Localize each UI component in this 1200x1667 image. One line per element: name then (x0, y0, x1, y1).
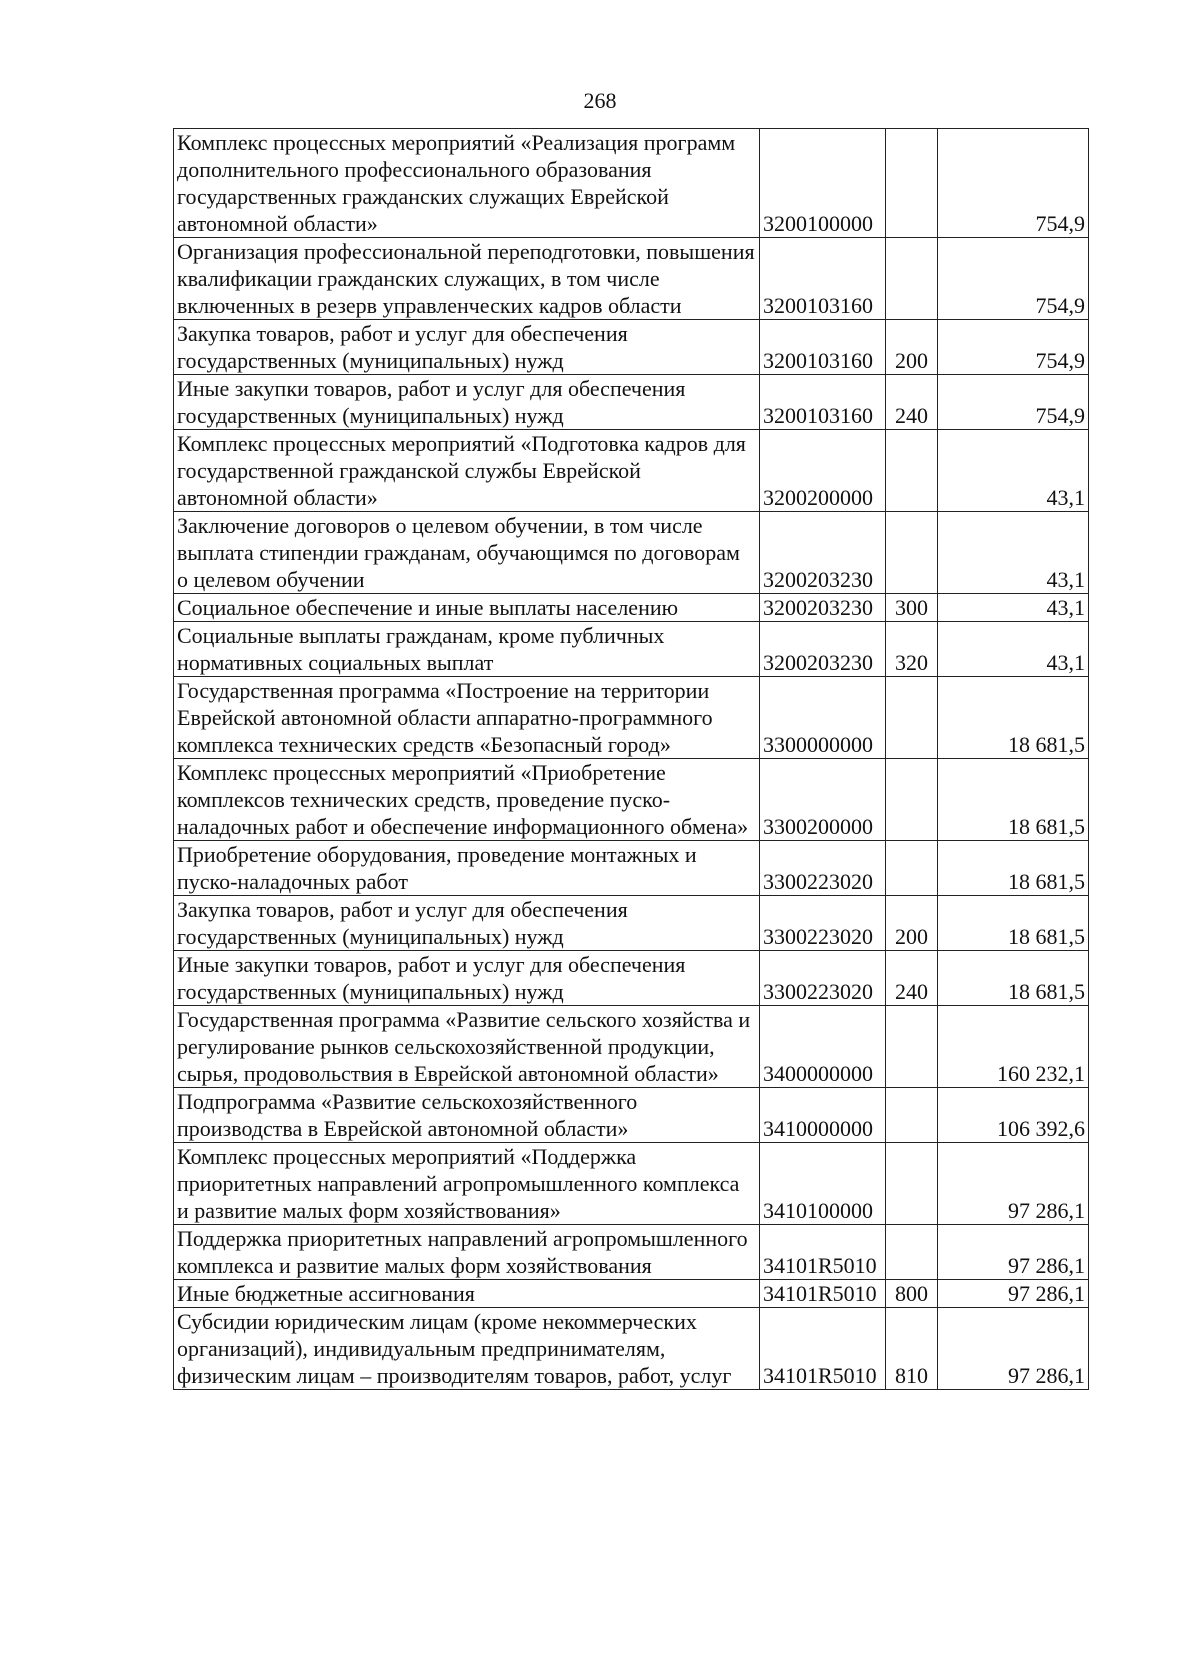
row-expense-type-cell (886, 430, 938, 512)
page-number: 268 (583, 88, 617, 113)
row-name-cell: Приобретение оборудования, проведение монтажных и пуско-наладочных работ (174, 841, 760, 896)
row-expense-type-cell: 200 (886, 896, 938, 951)
row-code-cell: 3300000000 (760, 677, 886, 759)
row-name-cell: Иные закупки товаров, работ и услуг для обеспечения государственных (муниципальных) нужд (174, 375, 760, 430)
row-sum-cell: 18 681,5 (938, 951, 1089, 1006)
row-expense-type-cell: 810 (886, 1308, 938, 1390)
row-code-cell: 34101R5010 (760, 1308, 886, 1390)
row-name-cell: Комплекс процессных мероприятий «Подготовка кадров для государственной гражданской службы Еврейской автономной области» (174, 430, 760, 512)
table-row (174, 1308, 1089, 1390)
row-expense-type-cell (886, 512, 938, 594)
row-sum-cell: 106 392,6 (938, 1088, 1089, 1143)
row-expense-type-cell: 300 (886, 594, 938, 622)
row-sum-cell: 160 232,1 (938, 1006, 1089, 1088)
row-code-cell: 3200103160 (760, 375, 886, 430)
row-name-cell: Заключение договоров о целевом обучении, в том числе выплата стипендии гражданам, обучающимся по договорам о целевом обучении (174, 512, 760, 594)
row-expense-type-cell (886, 129, 938, 238)
row-name-cell: Закупка товаров, работ и услуг для обеспечения государственных (муниципальных) нужд (174, 320, 760, 375)
row-name-cell: Иные закупки товаров, работ и услуг для обеспечения государственных (муниципальных) нужд (174, 951, 760, 1006)
row-code-cell: 34101R5010 (760, 1280, 886, 1308)
row-code-cell: 3410100000 (760, 1143, 886, 1225)
row-code-cell: 3200200000 (760, 430, 886, 512)
table-row (174, 238, 1089, 320)
row-code-cell: 3200203230 (760, 512, 886, 594)
row-expense-type-cell: 240 (886, 951, 938, 1006)
row-name-cell: Государственная программа «Построение на территории Еврейской автономной области аппаратно-программного комплекса технических средств «Безопасный город» (174, 677, 760, 759)
row-sum-cell: 43,1 (938, 622, 1089, 677)
table-row (174, 841, 1089, 896)
row-sum-cell: 97 286,1 (938, 1280, 1089, 1308)
row-sum-cell: 97 286,1 (938, 1225, 1089, 1280)
row-sum-cell: 43,1 (938, 512, 1089, 594)
row-sum-cell: 754,9 (938, 375, 1089, 430)
table-row (174, 1088, 1089, 1143)
row-expense-type-cell (886, 238, 938, 320)
row-name-cell: Государственная программа «Развитие сельского хозяйства и регулирование рынков сельскохозяйственной продукции, сырья, продовольствия в Еврейской автономной области» (174, 1006, 760, 1088)
table-row (174, 129, 1089, 238)
table-row (174, 320, 1089, 375)
row-name-cell: Поддержка приоритетных направлений агропромышленного комплекса и развитие малых форм хозяйствования (174, 1225, 760, 1280)
row-expense-type-cell: 240 (886, 375, 938, 430)
row-sum-cell: 18 681,5 (938, 759, 1089, 841)
table-row (174, 896, 1089, 951)
row-expense-type-cell: 320 (886, 622, 938, 677)
row-expense-type-cell (886, 677, 938, 759)
row-expense-type-cell (886, 1006, 938, 1088)
row-code-cell: 3200103160 (760, 320, 886, 375)
table-row (174, 759, 1089, 841)
row-sum-cell: 97 286,1 (938, 1308, 1089, 1390)
row-sum-cell: 43,1 (938, 430, 1089, 512)
table-row (174, 622, 1089, 677)
row-sum-cell: 43,1 (938, 594, 1089, 622)
row-sum-cell: 754,9 (938, 238, 1089, 320)
row-sum-cell: 18 681,5 (938, 677, 1089, 759)
table-row (174, 375, 1089, 430)
table-row (174, 430, 1089, 512)
row-sum-cell: 754,9 (938, 129, 1089, 238)
table-row (174, 1143, 1089, 1225)
row-expense-type-cell (886, 1225, 938, 1280)
row-expense-type-cell (886, 759, 938, 841)
row-code-cell: 3300200000 (760, 759, 886, 841)
row-code-cell: 3200203230 (760, 622, 886, 677)
row-code-cell: 3200203230 (760, 594, 886, 622)
row-name-cell: Организация профессиональной переподготовки, повышения квалификации гражданских служащих, в том числе включенных в резерв управленческих кадров области (174, 238, 760, 320)
row-expense-type-cell: 200 (886, 320, 938, 375)
row-sum-cell: 18 681,5 (938, 896, 1089, 951)
row-expense-type-cell: 800 (886, 1280, 938, 1308)
budget-table (173, 128, 1089, 1390)
table-row (174, 951, 1089, 1006)
row-expense-type-cell (886, 841, 938, 896)
row-name-cell: Социальные выплаты гражданам, кроме публичных нормативных социальных выплат (174, 622, 760, 677)
row-code-cell: 3300223020 (760, 951, 886, 1006)
budget-table-body (174, 129, 1089, 1390)
row-name-cell: Субсидии юридическим лицам (кроме некоммерческих организаций), индивидуальным предпринимателям, физическим лицам – производителям товаров, работ, услуг (174, 1308, 760, 1390)
table-row (174, 594, 1089, 622)
row-name-cell: Подпрограмма «Развитие сельскохозяйственного производства в Еврейской автономной области» (174, 1088, 760, 1143)
row-code-cell: 3300223020 (760, 896, 886, 951)
table-row (174, 512, 1089, 594)
row-sum-cell: 97 286,1 (938, 1143, 1089, 1225)
row-code-cell: 3400000000 (760, 1006, 886, 1088)
row-name-cell: Закупка товаров, работ и услуг для обеспечения государственных (муниципальных) нужд (174, 896, 760, 951)
row-name-cell: Комплекс процессных мероприятий «Приобретение комплексов технических средств, проведение пуско-наладочных работ и обеспечение информационного обмена» (174, 759, 760, 841)
row-code-cell: 3200103160 (760, 238, 886, 320)
row-name-cell: Комплекс процессных мероприятий «Реализация программ дополнительного профессионального образования государственных гражданских служащих Еврейской автономной области» (174, 129, 760, 238)
table-row (174, 677, 1089, 759)
row-code-cell: 34101R5010 (760, 1225, 886, 1280)
row-sum-cell: 754,9 (938, 320, 1089, 375)
row-name-cell: Иные бюджетные ассигнования (174, 1280, 760, 1308)
row-code-cell: 3410000000 (760, 1088, 886, 1143)
table-row (174, 1225, 1089, 1280)
row-expense-type-cell (886, 1143, 938, 1225)
row-code-cell: 3300223020 (760, 841, 886, 896)
row-sum-cell: 18 681,5 (938, 841, 1089, 896)
row-name-cell: Социальное обеспечение и иные выплаты населению (174, 594, 760, 622)
table-row (174, 1280, 1089, 1308)
row-expense-type-cell (886, 1088, 938, 1143)
row-name-cell: Комплекс процессных мероприятий «Поддержка приоритетных направлений агропромышленного комплекса и развитие малых форм хозяйствования» (174, 1143, 760, 1225)
row-code-cell: 3200100000 (760, 129, 886, 238)
table-row (174, 1006, 1089, 1088)
